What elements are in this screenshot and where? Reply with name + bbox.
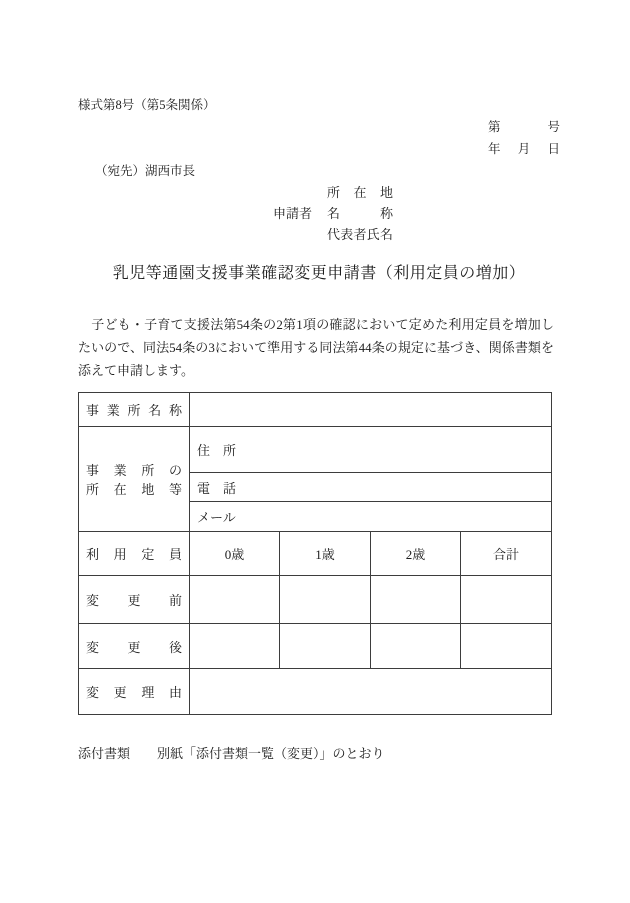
phone-label: 電 話 xyxy=(197,480,237,496)
age-column-1: 1歳 xyxy=(280,532,371,576)
email-label: メール xyxy=(197,510,236,525)
before-value-cell-1 xyxy=(280,576,371,624)
phone-value-cell xyxy=(190,473,552,502)
after-value-cell-0 xyxy=(190,624,280,669)
address-value-cell xyxy=(190,427,552,473)
date-year: 年 xyxy=(488,142,501,156)
issue-number-suffix: 号 xyxy=(547,120,560,134)
after-value-cell-total xyxy=(461,624,552,669)
attachments-label: 添付書類 xyxy=(78,746,131,761)
reason-label-cell: 変更理由 xyxy=(79,669,190,715)
age-column-total: 合計 xyxy=(461,532,552,576)
before-value-cell-2 xyxy=(371,576,461,624)
before-label-cell: 変更前 xyxy=(79,576,190,624)
capacity-header-row xyxy=(79,532,552,576)
before-value-cell-0 xyxy=(190,576,280,624)
form-number: 様式第8号（第5条関係） xyxy=(78,98,216,112)
before-change-row xyxy=(79,576,552,624)
date-line xyxy=(488,138,560,160)
applicant-address-row xyxy=(78,182,560,203)
applicant-block xyxy=(78,182,560,245)
document-title: 乳児等通園支援事業確認変更申請書（利用定員の増加） xyxy=(112,265,526,282)
attachments-line xyxy=(78,743,560,762)
applicant-representative-label: 代表者氏名 xyxy=(327,227,393,242)
age-column-2: 2歳 xyxy=(371,532,461,576)
after-value-cell-1 xyxy=(280,624,371,669)
body-paragraph: 子ども・子育て支援法第54条の2第1項の確認において定めた利用定員を増加したいので、同法54条の3において準用する同法第44条の規定に基づき、関係書類を添えて申請します。 xyxy=(78,317,554,378)
reason-row xyxy=(79,669,552,715)
office-name-label-cell: 事業所名称 xyxy=(79,393,190,427)
attachments-value: 別紙「添付書類一覧（変更）」のとおり xyxy=(157,746,385,761)
office-location-label-line1: 事業所の xyxy=(86,463,182,478)
date-day: 日 xyxy=(547,142,560,156)
office-name-value-cell xyxy=(190,393,552,427)
after-value-cell-2 xyxy=(371,624,461,669)
after-change-row xyxy=(79,624,552,669)
applicant-name-label: 名称 xyxy=(327,206,393,221)
applicant-address-label: 所在地 xyxy=(327,185,393,200)
office-address-row xyxy=(79,427,552,473)
date-month: 月 xyxy=(517,142,531,156)
capacity-label-cell: 利用定員 xyxy=(79,532,190,576)
addressee: （宛先）湖西市長 xyxy=(95,164,196,178)
office-name-row xyxy=(79,393,552,427)
applicant-label: 申請者 xyxy=(273,206,313,221)
applicant-representative-row xyxy=(78,224,560,245)
after-label-cell: 変更後 xyxy=(79,624,190,669)
application-table xyxy=(78,392,552,715)
office-location-label-line2: 所在地等 xyxy=(86,482,182,497)
issue-number-prefix: 第 xyxy=(488,120,501,134)
applicant-name-row xyxy=(78,203,560,224)
age-column-0: 0歳 xyxy=(190,532,280,576)
email-value-cell xyxy=(190,502,552,532)
reason-value-cell xyxy=(190,669,552,715)
applicant-spacer xyxy=(78,182,327,203)
office-location-label-cell xyxy=(79,427,190,532)
before-value-cell-total xyxy=(461,576,552,624)
applicant-spacer xyxy=(78,224,327,245)
issue-number-line xyxy=(488,116,560,138)
address-label: 住 所 xyxy=(197,443,237,458)
